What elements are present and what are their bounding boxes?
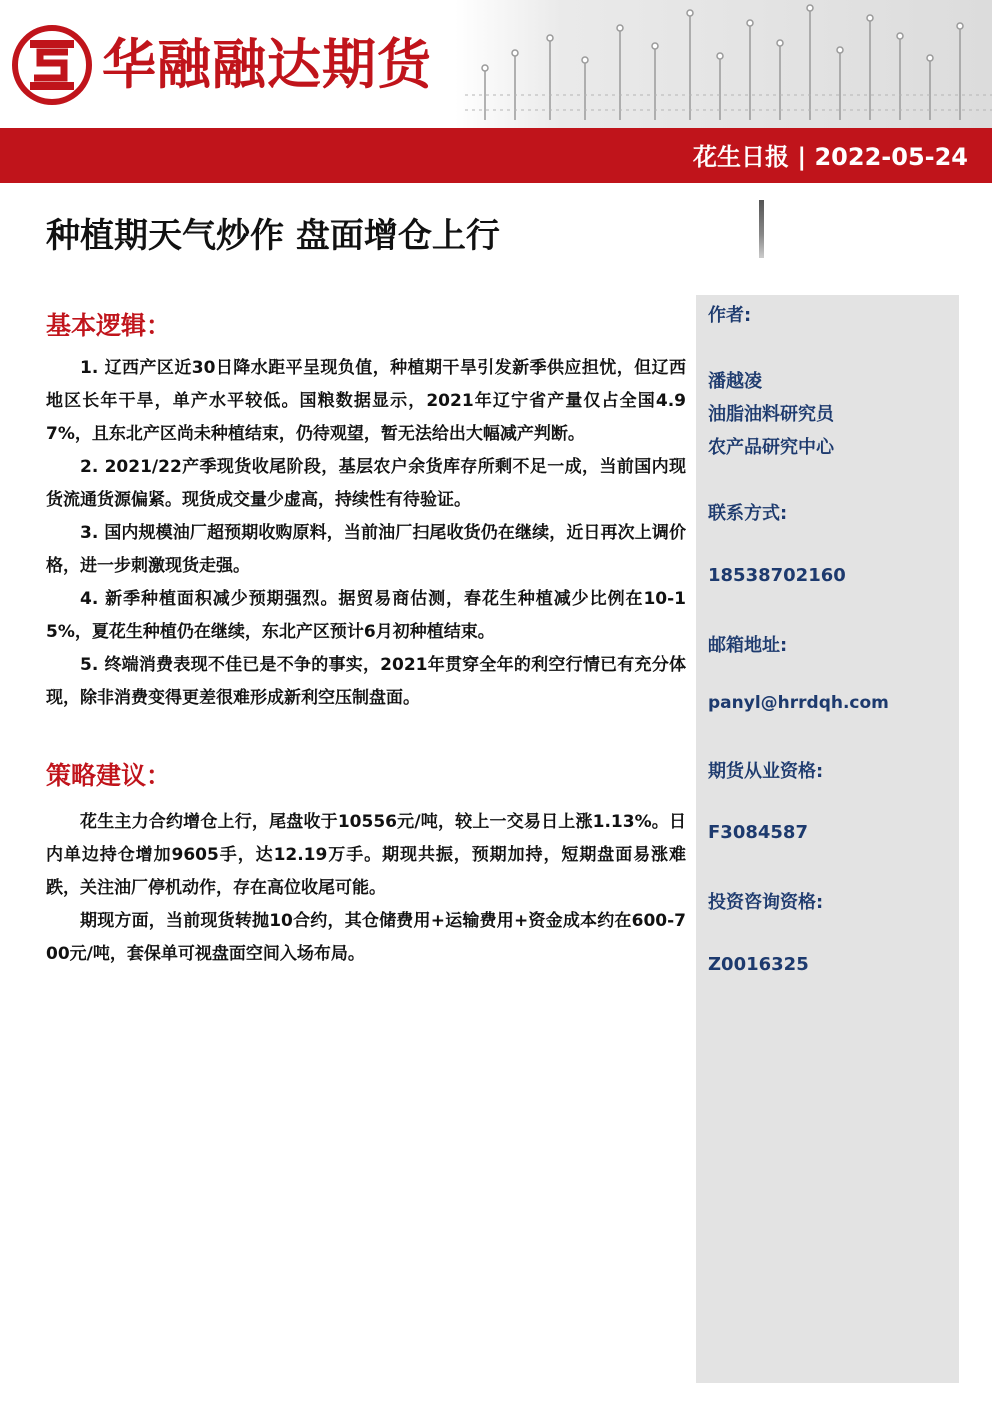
strategy-heading: 策略建议：: [46, 761, 172, 790]
futures-qualification-number: F3084587: [708, 822, 808, 843]
header-decoration: [455, 0, 992, 128]
basic-logic-list: [46, 352, 686, 715]
basic-logic-item: 4. 新季种植面积减少预期强烈。据贸易商估测，春花生种植减少比例在10-15%，夏花生种植仍在继续，东北产区预计6月初种植结束。: [46, 589, 686, 642]
title-accent-bar: [759, 200, 764, 258]
report-title: 种植期天气炒作 盘面增仓上行: [46, 216, 500, 256]
author-label: 作者:: [708, 305, 752, 326]
author-name: 潘越凌: [708, 371, 762, 392]
advisory-qualification-label: 投资咨询资格:: [708, 892, 824, 913]
report-separator: |: [797, 143, 807, 171]
author-department: 农产品研究中心: [708, 437, 834, 458]
basic-logic-item: 5. 终端消费表现不佳已是不争的事实，2021年贯穿全年的利空行情已有充分体现，除非消费变得更差很难形成新利空压制盘面。: [46, 655, 686, 708]
company-logo-icon: [12, 25, 92, 105]
basic-logic-heading: 基本逻辑：: [46, 311, 172, 340]
report-type: 花生日报: [693, 143, 789, 171]
basic-logic-item: 2. 2021/22产季现货收尾阶段，基层农户余货库存所剩不足一成，当前国内现货流通货源偏紧。现货成交量少虚高，持续性有待验证。: [46, 457, 686, 510]
report-header: [0, 0, 992, 183]
email-label: 邮箱地址:: [708, 635, 788, 656]
strategy-list: [46, 806, 686, 971]
author-title: 油脂油料研究员: [708, 404, 834, 425]
basic-logic-item: 1. 辽西产区近30日降水距平呈现负值，种植期干旱引发新季供应担忧，但辽西地区长年干旱，单产水平较低。国粮数据显示，2021年辽宁省产量仅占全国4.97%，且东北产区尚未种植结束，仍待观望，暂无法给出大幅减产判断。: [46, 358, 686, 444]
advisory-qualification-number: Z0016325: [708, 954, 809, 975]
basic-logic-item: 3. 国内规模油厂超预期收购原料，当前油厂扫尾收货仍在继续，近日再次上调价格，进一步刺激现货走强。: [46, 523, 686, 576]
report-date: 2022-05-24: [814, 143, 968, 171]
report-type-date: [693, 138, 968, 175]
decorative-pattern-icon: [455, 0, 992, 128]
email-link[interactable]: panyl@hrrdqh.com: [708, 693, 889, 713]
contact-phone[interactable]: 18538702160: [708, 565, 846, 586]
strategy-item: 期现方面，当前现货转抛10合约，其仓储费用+运输费用+资金成本约在600-700元/吨，套保单可视盘面空间入场布局。: [46, 911, 686, 964]
strategy-item: 花生主力合约增仓上行，尾盘收于10556元/吨，较上一交易日上涨1.13%。日内单边持仓增加9605手，达12.19万手。期现共振，预期加持，短期盘面易涨难跌，关注油厂停机动作，存在高位收尾可能。: [46, 812, 686, 898]
author-sidebar: [696, 295, 959, 1383]
brand-name: 华融融达期货: [102, 32, 432, 96]
futures-qualification-label: 期货从业资格:: [708, 761, 824, 782]
contact-label: 联系方式:: [708, 503, 788, 524]
